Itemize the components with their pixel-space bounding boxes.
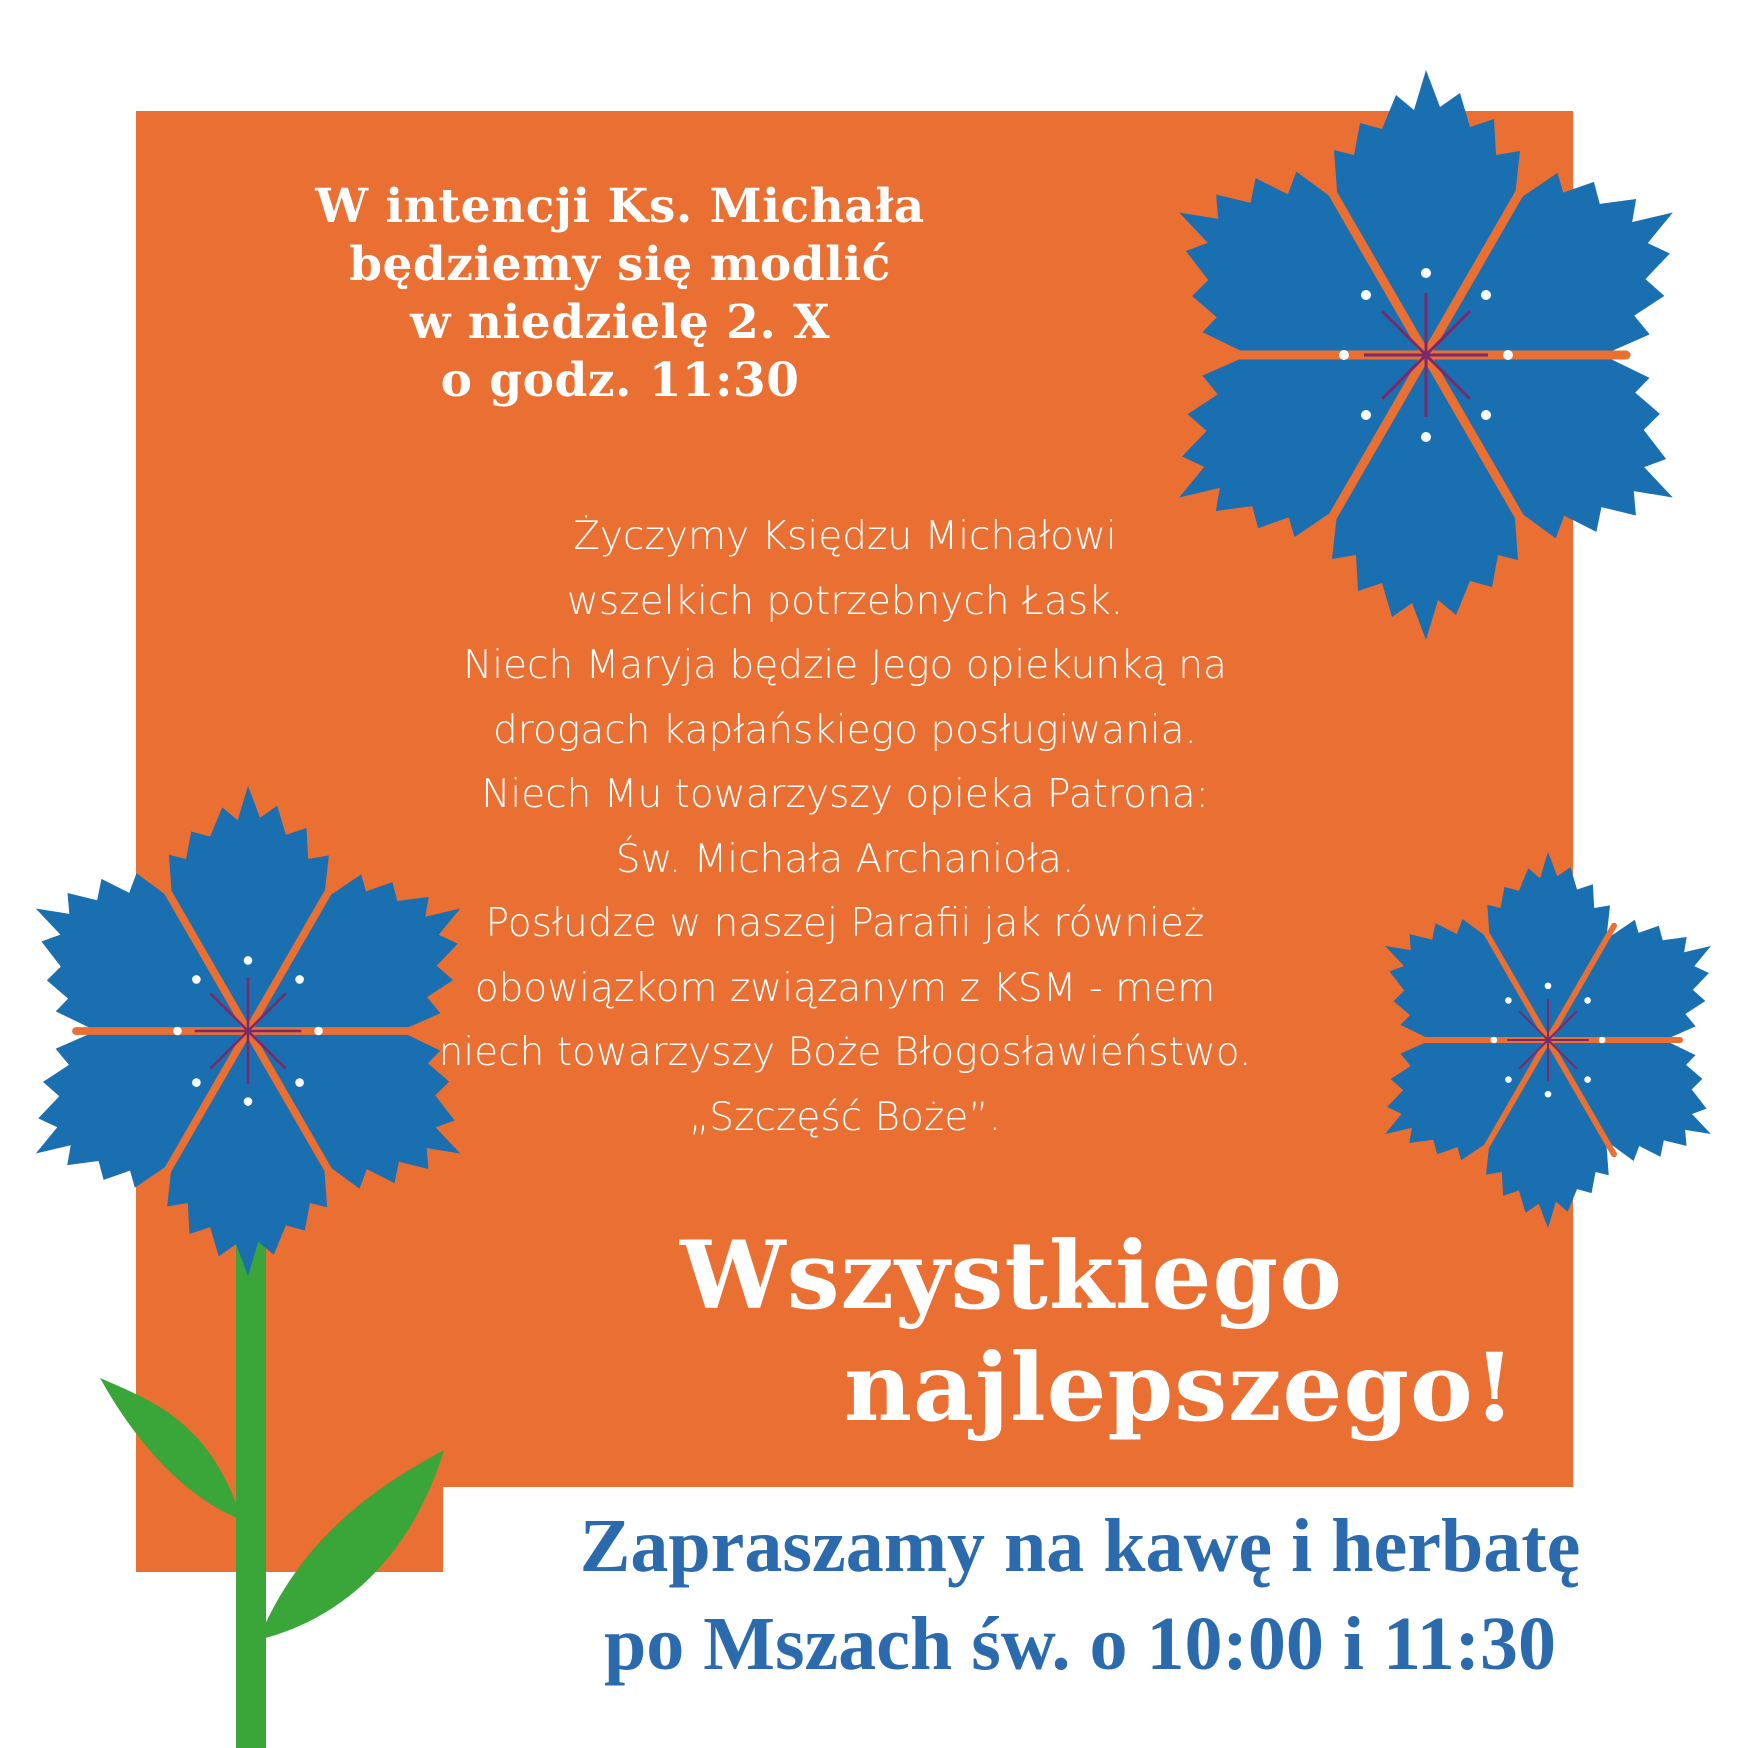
- headline-line-2: najlepszego!: [843, 1333, 1516, 1443]
- invitation-line-1: Zapraszamy na kawę i herbatę: [579, 1504, 1581, 1588]
- invitation-line-2: po Mszach św. o 10:00 i 11:30: [603, 1602, 1557, 1686]
- intention-line: W intencji Ks. Michała: [315, 179, 925, 234]
- best-wishes-headline: [640, 1220, 1580, 1444]
- intention-heading: [180, 178, 1060, 410]
- wishes-line: wszelkich potrzebnych Łask.: [566, 578, 1124, 624]
- cornflower-icon: [1354, 852, 1742, 1228]
- wishes-line: niech towarzyszy Boże Błogosławieństwo.: [438, 1030, 1252, 1075]
- wishes-line: Życzymy Księdzu Michałowi: [573, 514, 1117, 559]
- headline-line-1: Wszystkiego: [680, 1221, 1343, 1331]
- wishes-line: Posłudze w naszej Parafii jak również: [485, 901, 1205, 946]
- intention-line: w niedzielę 2. X: [409, 295, 831, 350]
- wishes-text: [330, 505, 1360, 1150]
- intention-line: o godz. 11:30: [440, 353, 800, 408]
- wishes-line: Niech Mu towarzyszy opieka Patrona:: [481, 772, 1209, 817]
- wishes-line: obowiązkom związanym z KSM - mem: [474, 965, 1216, 1011]
- wishes-line: Niech Maryja będzie Jego opiekunką na: [463, 643, 1227, 688]
- invitation-text: [450, 1497, 1710, 1693]
- wishes-line: Św. Michała Archanioła.: [615, 836, 1075, 882]
- wishes-line: drogach kapłańskiego posługiwania.: [493, 707, 1197, 753]
- wishes-line: „Szczęść Boże”.: [689, 1094, 1001, 1140]
- intention-line: będziemy się modlić: [349, 237, 891, 292]
